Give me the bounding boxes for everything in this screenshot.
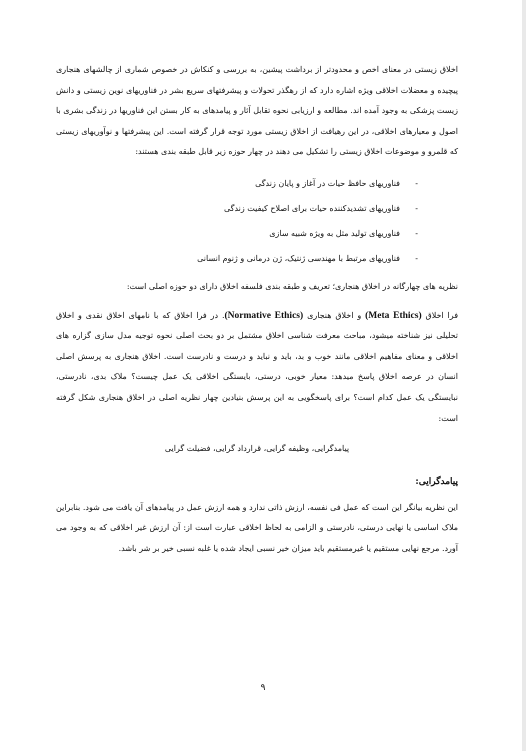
meta-start-text: فرا اخلاق (425, 310, 459, 320)
page-content (56, 60, 458, 560)
list-item-text: فناوریهای تشدیدکننده حیات برای اصلاح کیفیت زندگی (224, 203, 400, 213)
meta-ethics-paragraph (56, 306, 458, 430)
technology-list (56, 171, 458, 271)
list-item-text: فناوریهای مرتبط با مهندسی ژنتیک، ژن درمانی و ژنوم انسانی (197, 253, 400, 263)
normative-ethics-term: (Normative Ethics) (224, 310, 304, 321)
list-dash: - (415, 253, 418, 263)
list-item (56, 221, 458, 246)
theories-line: پیامدگرایی، وظیفه گرایی، قرارداد گرایی، فضیلت گرایی (164, 444, 350, 454)
list-dash: - (415, 178, 418, 188)
meta-mid-text: و اخلاق هنجاری (307, 310, 362, 320)
meta-rest-text: . در فرا اخلاق که با نامهای اخلاق نقدی و اخلاق تحلیلی نیز شناخته میشود، مباحث معرفت شناسی اخلاق مشتمل بر دو بحث اصلی نحوه توجیه مدل سازی گزاره های اخلاقی و معنای مفاهیم اخلاقی مانند خوب و بد، باید و نباید و درست و نادرست است. اخلاق هنجاری به پرسش اصلی انسان در عرصه اخلاق پاسخ میدهد: معیار خوبی، درستی، بایستگی اخلاقی یک عمل چیست؟ ملاک بدی، نادرستی، نبایستگی یک عمل کدام است؟ برای پاسخگویی به این پرسش بنیادین چهار نظریه اصلی در اخلاق هنجاری شکل گرفته است: (56, 310, 459, 423)
list-item (56, 246, 458, 271)
list-item-text: فناوریهای تولید مثل به ویژه شبیه سازی (269, 228, 400, 238)
list-item-text: فناوریهای حافظ حیات در آغاز و پایان زندگی (255, 178, 400, 188)
page-number: ۹ (260, 683, 266, 693)
consequentialism-paragraph: این نظریه بیانگر این است که عمل فی نفسه، ارزش ذاتی ندارد و همه ارزش عمل در پیامدهای آن یافت می شود. بنابراین ملاک اساسی یا نهایی درستی، نادرستی و الزامی به لحاظ اخلاقی عبارت است از: آن ارزش غیر اخلاقی که به وجود می آورد. مرجع نهایی مستقیم یا غیرمستقیم باید میزان خیر نسبی ایجاد شده یا غلبه نسبی خیر بر شر باشد. (56, 502, 458, 553)
section-heading: پیامدگرایی: (415, 476, 458, 487)
list-dash: - (415, 203, 418, 213)
list-dash: - (415, 228, 418, 238)
quad-theories-paragraph: نظریه های چهارگانه در اخلاق هنجاری؛ تعریف و طبقه بندی فلسفه اخلاق دارای دو حوزه اصلی است: (126, 281, 458, 291)
meta-ethics-term: (Meta Ethics) (365, 310, 422, 321)
list-item (56, 196, 458, 221)
list-item (56, 171, 458, 196)
intro-paragraph: اخلاق زیستی در معنای اخص و محدودتر از برداشت پیشین، به بررسی و کنکاش در خصوص شماری از چالشهای هنجاری پیچیده و معضلات اخلاقی ویژه اشاره دارد که از رهگذر تحولات و پیشرفتهای سریع بشر در فناوریهای نوین زیستی و دانش زیست پزشکی به وجود آمده اند. مطالعه و ارزیابی نحوه تقابل آثار و پیامدهای به کار بستن این فناوریها در زندگی بشری با اصول و معیارهای اخلاقی، در این رهیافت از اخلاق زیستی مورد توجه قرار گرفته است. این پیشرفتها و نوآوریهای زیستی که قلمرو و موضوعات اخلاق زیستی را تشکیل می دهند در چهار حوزه زیر قابل طبقه بندی هستند: (56, 65, 459, 157)
page-edge-shadow (522, 0, 526, 751)
